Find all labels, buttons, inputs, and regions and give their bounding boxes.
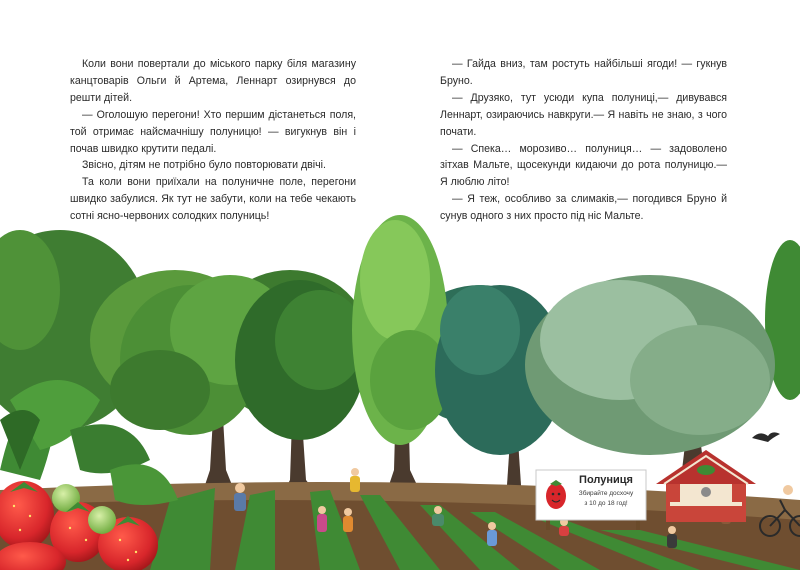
right-paragraph-2: — Друзяко, тут усюди купа полуниці,— дивувався Леннарт, озираючись навкруги.— Я навіть не знаю, з чого почати. — [440, 91, 727, 138]
left-paragraph-2: — Оголошую перегони! Хто першим дістанеться поля, той отримає найсмачнішу полуницю! — вигукнув він і почав швидко крутити педалі. — [70, 108, 356, 155]
cyclist-head — [783, 485, 793, 495]
left-paragraph-1: Коли вони повертали до міського парку біля магазину канцтоварів Ольги й Артема, Леннарт озирнувся до решти дітей. — [70, 58, 356, 104]
tree-middle — [235, 280, 365, 440]
left-paragraph-4: Та коли вони приїхали на полуничне поле, перегони швидко забулися. Як тут не забути, коли на тебе чекають сотні ясно-червоних солодких полуниць! — [70, 176, 356, 223]
sign-line-1: Збирайте досхочу — [578, 490, 634, 497]
left-paragraph-3: Звісно, дітям не потрібно було повторювати двічі. — [82, 159, 326, 172]
tree-pale-large — [525, 275, 775, 455]
strawberry-stand — [656, 450, 756, 522]
sign-title: Полуниця — [579, 474, 633, 486]
tree-tall-light — [352, 215, 450, 445]
left-page-text — [70, 56, 356, 225]
bird-icon — [752, 432, 780, 442]
right-paragraph-3: — Спека… морозиво… полуниця… — задоволено зітхав Мальте, щосекунди кидаючи до рота полуницю.— Я люблю літо! — [440, 142, 727, 189]
right-page-text — [440, 56, 727, 225]
right-paragraph-1: — Гайда вниз, там ростуть найбільші ягоди! — гукнув Бруно. — [440, 58, 727, 87]
sign-line-2: з 10 до 18 год! — [584, 500, 628, 507]
right-paragraph-4: — Я теж, особливо за слимаків,— погодився Бруно й сунув одного з них просто під ніс Мальте. — [440, 193, 727, 223]
